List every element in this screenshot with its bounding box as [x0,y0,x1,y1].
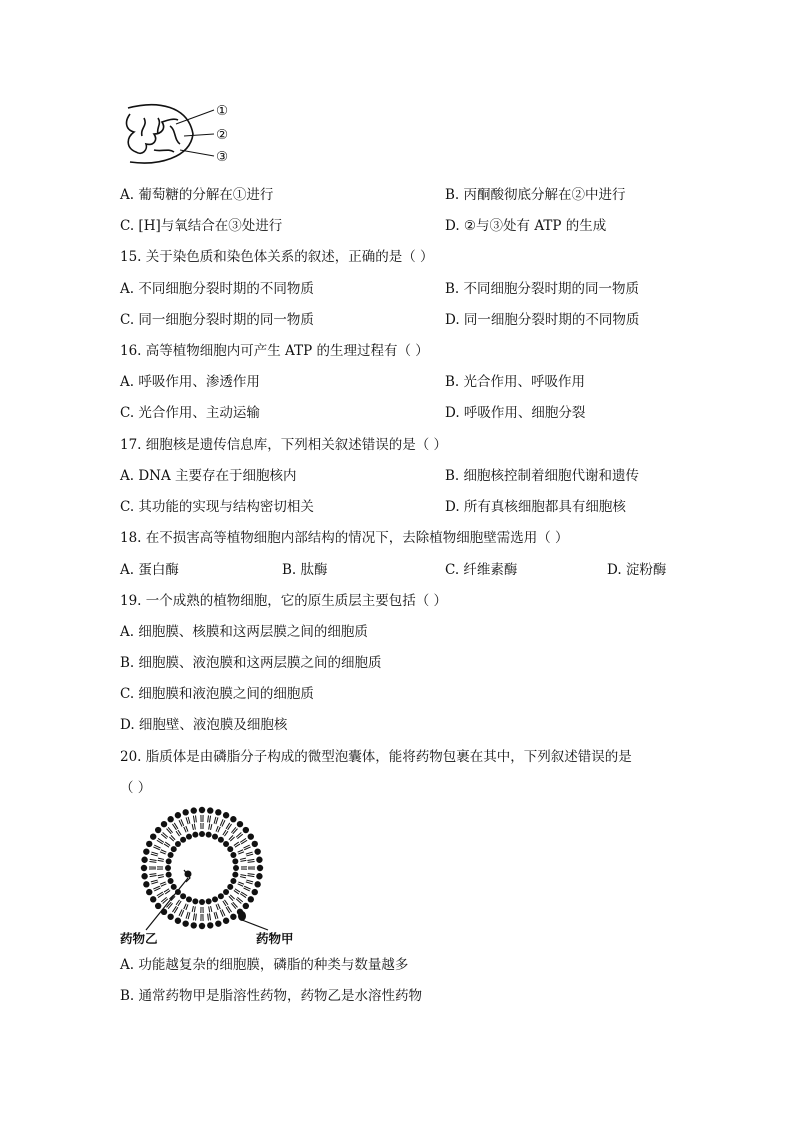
q15-stem: 15. 关于染色质和染色体关系的叙述，正确的是（ ） [120,249,434,265]
outer-lipid-head [248,896,254,902]
inner-lipid-head [233,865,239,871]
outer-lipid-tail [188,912,190,919]
inner-lipid-head [212,896,218,902]
outer-lipid-head [143,881,149,887]
inner-lipid-head [166,872,172,878]
inner-lipid-tail [160,852,166,854]
inner-lipid-head [166,858,172,864]
q18-option-d: D. 淀粉酶 [607,562,667,578]
inner-lipid-tail [158,860,164,861]
outer-lipid-tail [151,882,158,884]
inner-lipid-tail [184,904,186,909]
q16-option-c: C. 光合作用、主动运输 [120,405,260,421]
outer-lipid-tail [248,874,255,875]
outer-lipid-tail [246,880,253,882]
outer-lipid-tail [149,874,156,875]
outer-lipid-head [230,914,236,920]
outer-lipid-tail [151,852,158,854]
q19-stem: 19. 一个成熟的植物细胞，它的原生质层主要包括（ ） [120,593,448,609]
q17-stem: 17. 细胞核是遗传信息库，下列相关叙述错误的是（ ） [120,437,448,453]
outer-lipid-head [223,918,229,924]
q20-option-b: B. 通常药物甲是脂溶性药物，药物乙是水溶性药物 [120,988,423,1004]
outer-lipid-tail [214,817,216,824]
label-3: ③ [216,149,229,165]
q17-option-d: D. 所有真核细胞都具有细胞核 [445,499,626,515]
label-1: ① [216,103,229,119]
inner-lipid-tail [184,827,186,832]
inner-lipid-head [206,898,212,904]
inner-lipid-head [192,898,198,904]
inner-lipid-tail [194,824,195,830]
outer-lipid-tail [150,859,157,860]
outer-lipid-head [215,920,221,926]
outer-lipid-head [141,857,147,863]
outer-lipid-tail [246,854,253,856]
outer-lipid-tail [246,852,253,854]
inner-lipid-head [186,834,192,840]
inner-lipid-head [199,831,205,837]
outer-lipid-head [146,841,152,847]
mitochondrion-figure [118,100,248,170]
inner-lipid-tail [158,858,164,859]
inner-lipid-head [218,837,224,843]
inner-lipid-tail [158,875,164,876]
inner-lipid-tail [218,827,220,832]
outer-lipid-tail [186,912,188,919]
inner-lipid-head [223,841,229,847]
outer-lipid-head [207,922,213,928]
inner-lipid-tail [238,850,243,852]
outer-lipid-tail [196,815,197,822]
outer-lipid-head [191,922,197,928]
label-drug-yi: 药物乙 [120,931,158,946]
outer-lipid-tail [216,912,218,919]
inner-lipid-head [230,878,236,884]
outer-lipid-head [191,807,197,813]
outer-lipid-head [243,827,249,833]
outer-lipid-head [141,873,147,879]
mitochondrion-diagram [118,100,248,170]
q15-option-d: D. 同一细胞分裂时期的不同物质 [445,312,640,328]
outer-lipid-tail [214,912,216,919]
inner-lipid-tail [211,824,212,830]
inner-lipid-head [218,893,224,899]
outer-lipid-tail [196,914,197,921]
q20-stem: 20. 脂质体是由磷脂分子构成的微型泡囊体，能将药物包裹在其中，下列叙述错误的是 [120,749,632,765]
inner-lipid-head [232,858,238,864]
inner-lipid-head [230,852,236,858]
q15-option-b: B. 不同细胞分裂时期的同一物质 [445,281,640,297]
inner-lipid-head [168,878,174,884]
outer-lipid-tail [248,862,255,863]
outer-lipid-head [256,873,262,879]
outer-lipid-head [230,816,236,822]
outer-lipid-head [257,865,263,871]
outer-lipid-head [182,809,188,815]
inner-lipid-tail [209,824,210,830]
q16-stem: 16. 高等植物细胞内可产生 ATP 的生理过程有（ ） [120,343,429,359]
outer-lipid-head [254,848,260,854]
inner-lipid-head [165,865,171,871]
inner-lipid-head [171,846,177,852]
inner-lipid-tail [216,826,218,832]
inner-lipid-head [180,893,186,899]
inner-lipid-tail [160,882,166,884]
inner-lipid-tail [161,884,166,886]
outer-lipid-head [175,918,181,924]
inner-lipid-head [206,832,212,838]
outer-lipid-tail [247,875,254,876]
outer-lipid-head [243,903,249,909]
outer-lipid-head [248,833,254,839]
inner-lipid-tail [161,850,166,852]
drug-yi-pointer [146,878,188,930]
outer-lipid-tail [246,882,253,884]
inner-lipid-tail [211,906,212,912]
outer-lipid-tail [208,914,209,921]
label-drug-jia: 药物甲 [256,931,294,946]
liposome-figure [118,806,308,951]
outer-lipid-tail [209,816,210,823]
q19-option-d: D. 细胞壁、液泡膜及细胞核 [120,717,288,733]
inner-lipid-tail [240,875,246,876]
q17-option-c: C. 其功能的实现与结构密切相关 [120,499,314,515]
outer-lipid-tail [209,913,210,920]
q17-option-b: B. 细胞核控制着细胞代谢和遗传 [445,468,640,484]
outer-lipid-tail [208,815,209,822]
outer-lipid-head [223,812,229,818]
q20-stem-bracket: （ ） [120,780,152,796]
inner-lipid-tail [158,877,164,878]
q14-option-a: A. 葡萄糖的分解在①进行 [120,187,274,203]
outer-lipid-head [182,920,188,926]
inner-lipid-tail [209,906,210,912]
inner-lipid-head [223,889,229,895]
inner-lipid-head [180,837,186,843]
outer-lipid-head [199,807,205,813]
q18-option-b: B. 肽酶 [282,562,328,578]
inner-lipid-tail [194,906,195,912]
inner-lipid-tail [240,858,246,859]
inner-lipid-head [212,834,218,840]
outer-lipid-head [199,923,205,929]
q16-option-b: B. 光合作用、呼吸作用 [445,374,586,390]
outer-lipid-tail [149,862,156,863]
drug-jia-particle [238,911,246,921]
outer-lipid-tail [193,816,194,823]
inner-lipid-tail [186,826,188,832]
q16-option-d: D. 呼吸作用、细胞分裂 [445,405,586,421]
outer-lipid-head [256,857,262,863]
outer-lipid-head [254,881,260,887]
outer-lipid-tail [150,875,157,876]
outer-lipid-tail [216,817,218,824]
q18-option-a: A. 蛋白酶 [120,562,179,578]
outer-lipid-head [237,821,243,827]
q16-option-a: A. 呼吸作用、渗透作用 [120,374,260,390]
q14-option-b: B. 丙酮酸彻底分解在②中进行 [445,187,626,203]
inner-lipid-head [168,852,174,858]
inner-lipid-head [199,899,205,905]
outer-lipid-head [167,816,173,822]
outer-lipid-head [141,865,147,871]
label-2: ② [216,127,229,143]
outer-lipid-tail [188,817,190,824]
outer-lipid-head [252,889,258,895]
q19-option-b: B. 细胞膜、液泡膜和这两层膜之间的细胞质 [120,655,382,671]
inner-lipid-tail [240,877,246,878]
q18-stem: 18. 在不损害高等植物细胞内部结构的情况下，去除植物细胞壁需选用（ ） [120,530,569,546]
q20-option-a: A. 功能越复杂的细胞膜，磷脂的种类与数量越多 [120,957,409,973]
q19-option-c: C. 细胞膜和液泡膜之间的细胞质 [120,686,314,702]
inner-lipid-tail [238,852,244,854]
inner-lipid-tail [186,904,188,910]
q18-option-c: C. 纤维素酶 [445,562,518,578]
inner-lipid-head [232,872,238,878]
outer-lipid-tail [151,880,158,882]
outer-lipid-head [252,841,258,847]
outer-lipid-head [150,896,156,902]
inner-lipid-tail [216,904,218,910]
q15-option-c: C. 同一细胞分裂时期的同一物质 [120,312,314,328]
outer-lipid-tail [186,817,188,824]
inner-lipid-tail [238,882,244,884]
inner-lipid-head [192,832,198,838]
outer-lipid-tail [247,859,254,860]
drug-jia-pointer [242,920,268,930]
outer-lipid-head [161,821,167,827]
inner-lipid-tail [192,906,193,912]
outer-lipid-head [215,809,221,815]
outer-lipid-tail [151,854,158,856]
q19-option-a: A. 细胞膜、核膜和这两层膜之间的细胞质 [120,624,368,640]
outer-lipid-head [155,827,161,833]
inner-lipid-head [175,841,181,847]
outer-lipid-tail [193,913,194,920]
inner-lipid-head [186,896,192,902]
q14-option-c: C. [H]与氧结合在③处进行 [120,218,283,234]
inner-lipid-head [227,884,233,890]
inner-lipid-head [227,846,233,852]
outer-lipid-head [150,833,156,839]
q17-option-a: A. DNA 主要存在于细胞核内 [120,468,297,484]
inner-lipid-tail [218,904,220,909]
inner-lipid-head [171,884,177,890]
q15-option-a: A. 不同细胞分裂时期的不同物质 [120,281,314,297]
outer-lipid-head [175,812,181,818]
inner-lipid-tail [240,860,246,861]
inner-lipid-tail [192,824,193,830]
outer-lipid-head [207,807,213,813]
q14-option-d: D. ②与③处有 ATP 的生成 [445,218,607,234]
outer-lipid-head [143,848,149,854]
outer-lipid-head [146,889,152,895]
outer-lipid-head [155,903,161,909]
outer-lipid-head [167,914,173,920]
inner-lipid-tail [238,884,243,886]
